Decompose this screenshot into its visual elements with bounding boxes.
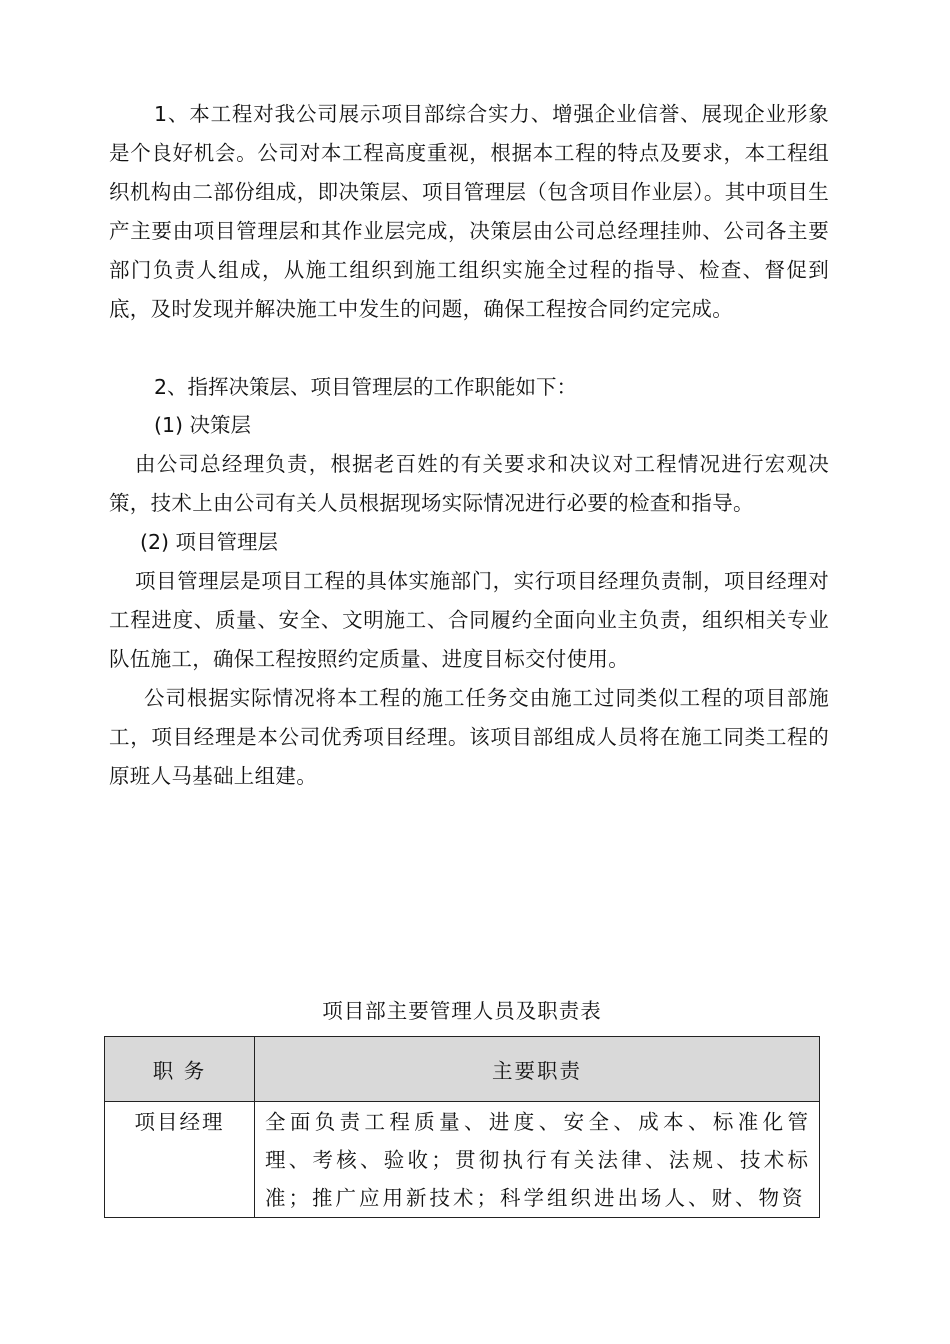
table-caption: 项目部主要管理人员及职责表 <box>322 999 602 1023</box>
heading-decision-layer: (1) 决策层 <box>154 413 252 437</box>
header-main-duties: 主要职责 <box>255 1037 820 1102</box>
header-position: 职 务 <box>105 1037 255 1102</box>
cell-duty: 全面负责工程质量、进度、安全、成本、标准化管理、考核、验收；贯彻执行有关法律、法规、技术标准；推广应用新技术；科学组织进出场人、财、物资 <box>255 1102 820 1218</box>
cell-role: 项目经理 <box>105 1102 255 1218</box>
paragraph-functions-intro: 2、指挥决策层、项目管理层的工作职能如下： <box>154 375 578 399</box>
table-header-row <box>105 1037 820 1102</box>
responsibility-table <box>104 1036 820 1218</box>
paragraph-project-team: 公司根据实际情况将本工程的施工任务交由施工过同类似工程的项目部施工，项目经理是本公司优秀项目经理。该项目部组成人员将在施工同类工程的原班人马基础上组建。 <box>109 686 829 788</box>
heading-project-management-layer: (2) 项目管理层 <box>140 530 279 554</box>
paragraph-organization-intro: 1、本工程对我公司展示项目部综合实力、增强企业信誉、展现企业形象是个良好机会。公司对本工程高度重视，根据本工程的特点及要求，本工程组织机构由二部份组成，即决策层、项目管理层（包含项目作业层）。其中项目生产主要由项目管理层和其作业层完成，决策层由公司总经理挂帅、公司各主要部门负责人组成，从施工组织到施工组织实施全过程的指导、检查、督促到底，及时发现并解决施工中发生的问题，确保工程按合同约定完成。 <box>109 102 829 321</box>
table-row <box>105 1102 820 1218</box>
paragraph-project-management-layer: 项目管理层是项目工程的具体实施部门，实行项目经理负责制，项目经理对工程进度、质量、安全、文明施工、合同履约全面向业主负责，组织相关专业队伍施工，确保工程按照约定质量、进度目标交付使用。 <box>109 569 829 671</box>
paragraph-decision-layer: 由公司总经理负责，根据老百姓的有关要求和决议对工程情况进行宏观决策，技术上由公司有关人员根据现场实际情况进行必要的检查和指导。 <box>109 452 829 515</box>
